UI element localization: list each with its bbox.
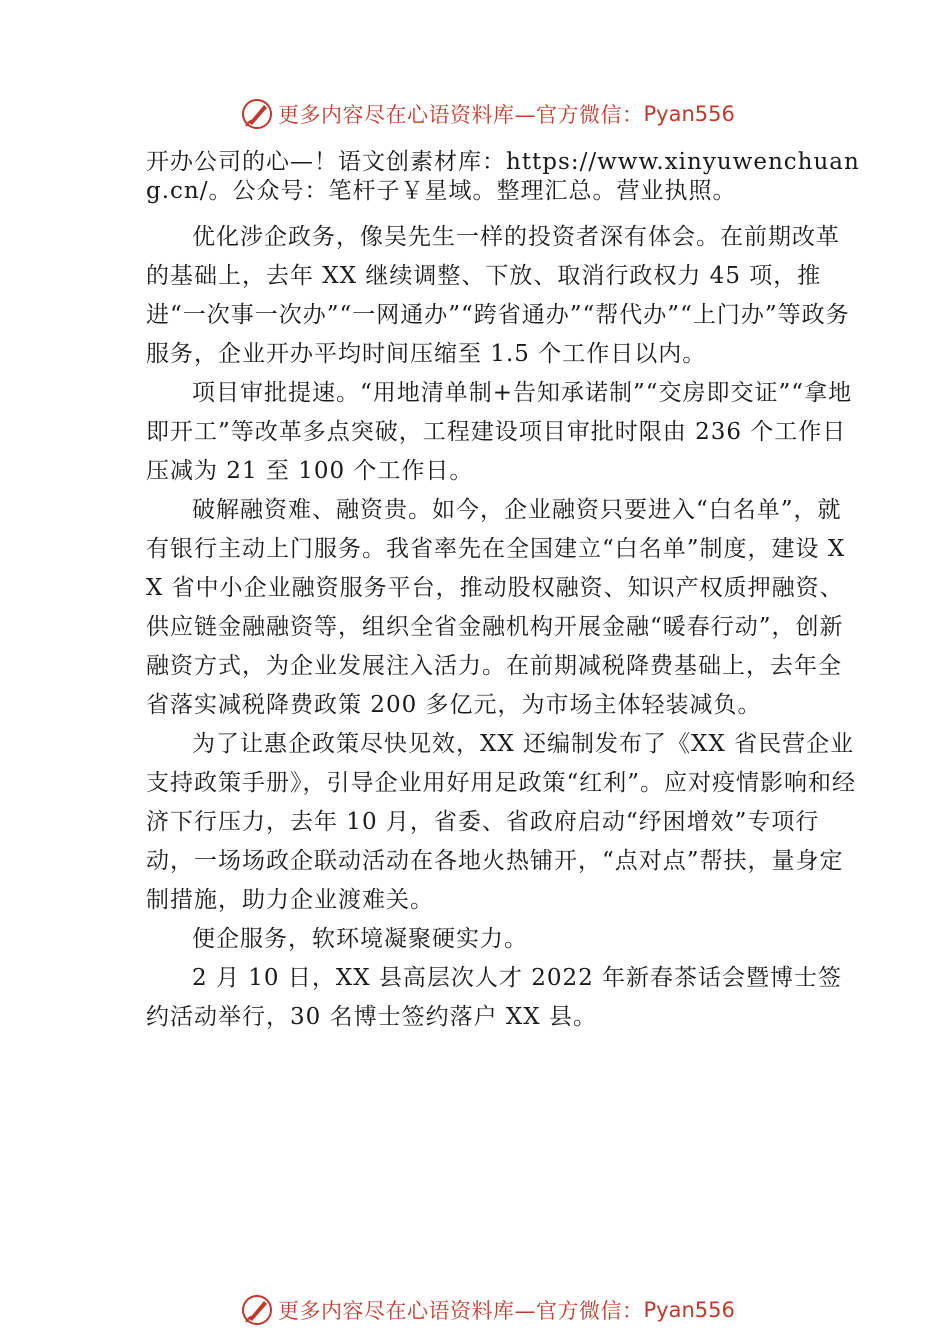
document-body [146, 148, 862, 1037]
footer-watermark [240, 1292, 735, 1328]
paragraph: 破解融资难、融资贵。如今，企业融资只要进入“白名单”，就有银行主动上门服务。我省率先在全国建立“白名单”制度，建设 XX 省中小企业融资服务平台，推动股权融资、知识产权质押融资、供应链金融融资等，组织全省金融机构开展金融“暖春行动”，创新融资方式，为企业发展注入活力。在前期减税降费基础上，去年全省落实减税降费政策 200 多亿元，为市场主体轻装减负。 [146, 497, 846, 718]
wechat-id: Pyan556 [643, 1298, 735, 1322]
wechat-id: Pyan556 [643, 102, 735, 126]
library-watermark-text: 更多内容尽在心语资料库—官方微信： [278, 103, 644, 127]
paragraph: 便企服务，软环境凝聚硬实力。 [192, 926, 528, 952]
paragraph: 项目审批提速。“用地清单制+告知承诺制”“交房即交证”“拿地即开工”等改革多点突破，工程建设项目审批时限由 236 个工作日压减为 21 至 100 个工作日。 [146, 380, 853, 484]
lead-text: 开办公司的心—！语文创素材库：https://www.xinyuwenchuang.cn/。公众号：笔杆子￥星域。整理汇总。营业执照。 [146, 149, 860, 204]
pen-writing-logo-icon [240, 97, 274, 131]
pen-writing-logo-icon [240, 1293, 274, 1327]
paragraph: 优化涉企政务，像吴先生一样的投资者深有体会。在前期改革的基础上，去年 XX 继续调整、下放、取消行政权力 45 项，推进“一次事一次办”“一网通办”“跨省通办”“帮代办”“上门办”等政务服务，企业开办平均时间压缩至 1.5 个工作日以内。 [146, 224, 850, 367]
header-watermark [240, 96, 735, 132]
paragraph: 2 月 10 日，XX 县高层次人才 2022 年新春茶话会暨博士签约活动举行，30 名博士签约落户 XX 县。 [146, 965, 843, 1030]
paragraph: 为了让惠企政策尽快见效，XX 还编制发布了《XX 省民营企业支持政策手册》，引导企业用好用足政策“红利”。应对疫情影响和经济下行压力，去年 10 月，省委、省政府启动“纾困增效”专项行动，一场场政企联动活动在各地火热铺开，“点对点”帮扶，量身定制措施，助力企业渡难关。 [146, 731, 857, 913]
library-watermark-text: 更多内容尽在心语资料库—官方微信： [278, 1299, 644, 1323]
